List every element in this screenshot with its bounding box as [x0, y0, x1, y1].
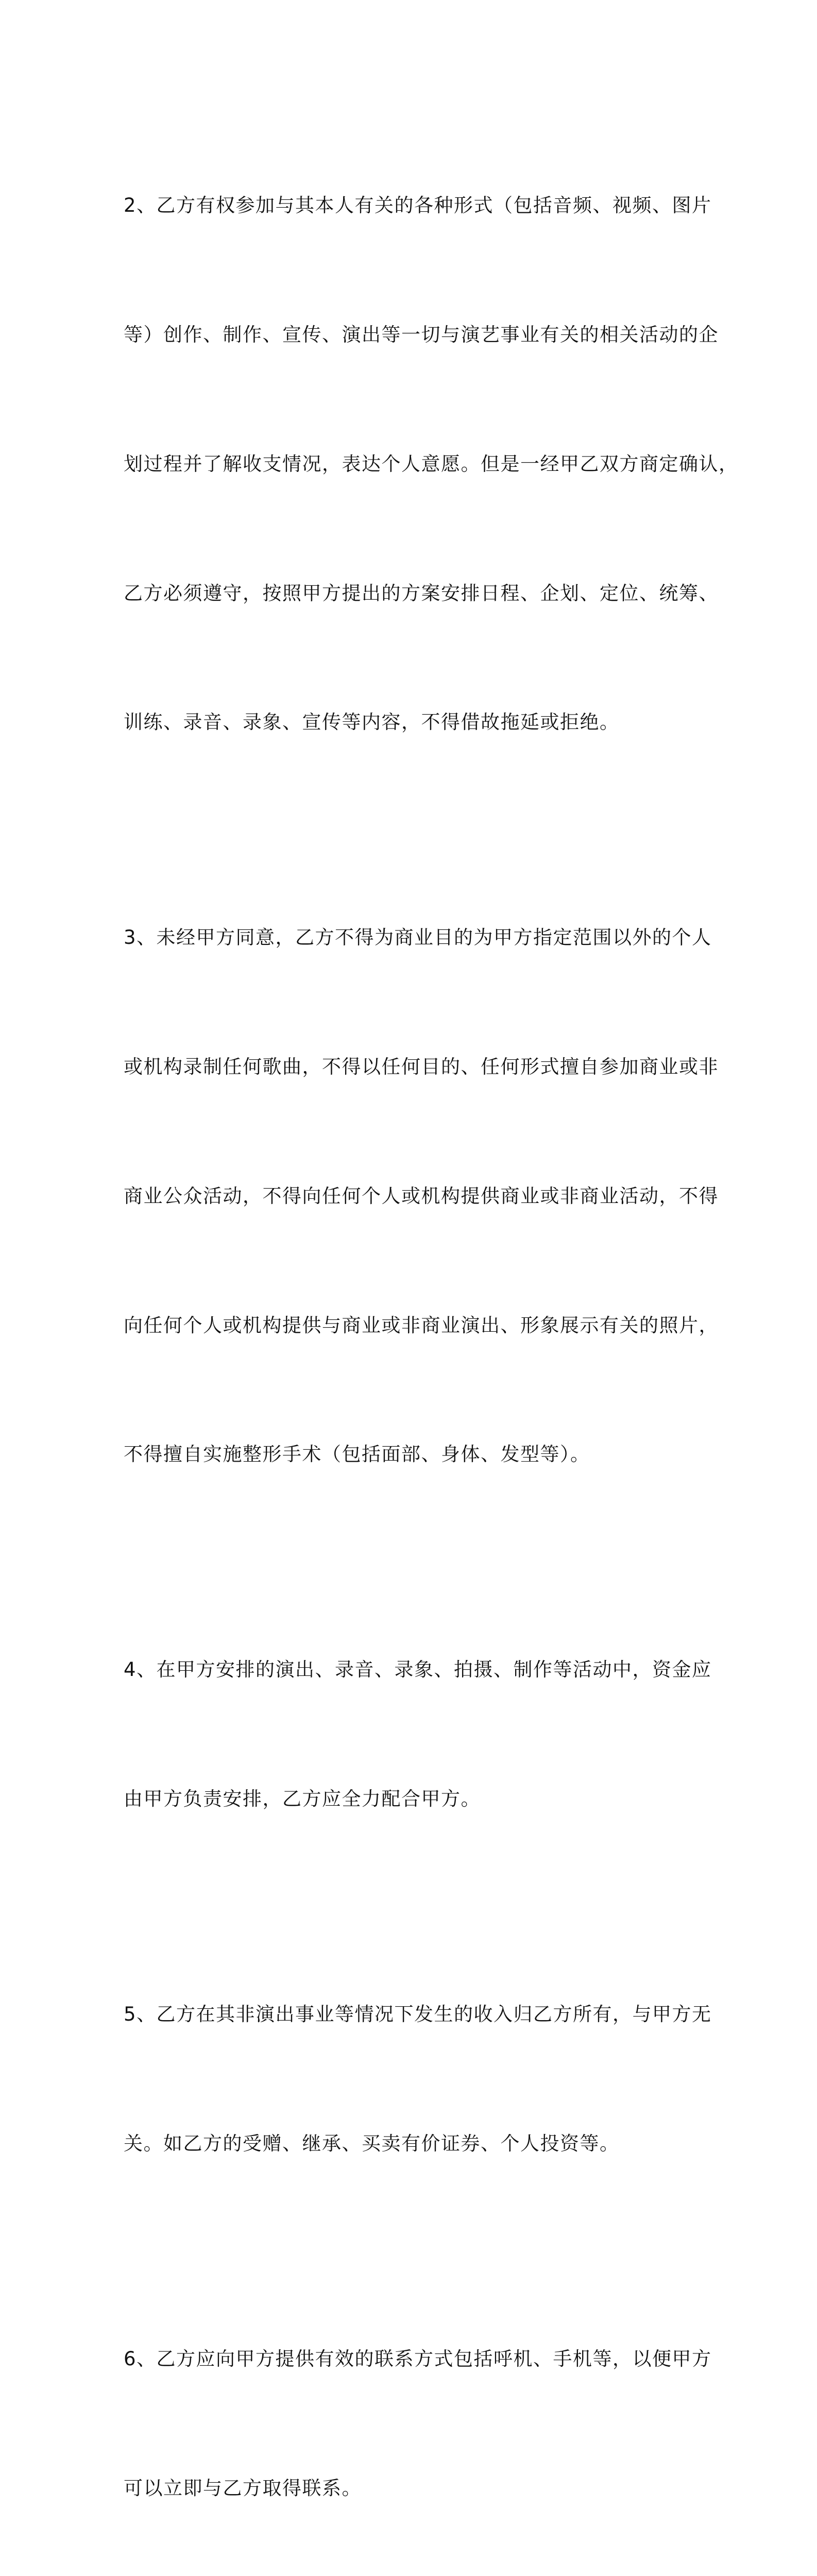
- clause-line: 不得擅自实施整形手术（包括面部、身体、发型等）。: [124, 1443, 590, 1466]
- contract-clauses: [124, 98, 739, 2576]
- clause-line: 等）创作、制作、宣传、演出等一切与演艺事业有关的相关活动的企: [124, 323, 719, 346]
- clause-line: 3、未经甲方同意，乙方不得为商业目的为甲方指定范围以外的个人: [124, 926, 712, 949]
- clause-line: 6、乙方应向甲方提供有效的联系方式包括呼机、手机等，以便甲方: [124, 2347, 712, 2370]
- clause-line: 训练、录音、录象、宣传等内容，不得借故拖延或拒绝。: [124, 711, 620, 734]
- clause-3: [124, 830, 719, 1562]
- clause-line: 4、在甲方安排的演出、录音、录象、拍摄、制作等活动中，资金应: [124, 1658, 712, 1681]
- clause-line: 可以立即与乙方取得联系。: [124, 2477, 362, 2499]
- clause-6: [124, 2251, 712, 2576]
- clause-line: 商业公众活动，不得向任何个人或机构提供商业或非商业活动，不得: [124, 1184, 719, 1207]
- clause-2: [124, 98, 739, 830]
- clause-line: 乙方必须遵守，按照甲方提出的方案安排日程、企划、定位、统筹、: [124, 582, 719, 604]
- clause-line: 2、乙方有权参加与其本人有关的各种形式（包括音频、视频、图片: [124, 194, 712, 217]
- clause-4: [124, 1562, 712, 1907]
- clause-5: [124, 1907, 712, 2251]
- clause-line: 5、乙方在其非演出事业等情况下发生的收入归乙方所有，与甲方无: [124, 2003, 712, 2026]
- clause-line: 或机构录制任何歌曲，不得以任何目的、任何形式擅自参加商业或非: [124, 1056, 719, 1078]
- clause-line: 划过程并了解收支情况，表达个人意愿。但是一经甲乙双方商定确认，: [124, 452, 739, 475]
- clause-line: 由甲方负责安排，乙方应全力配合甲方。: [124, 1788, 481, 1810]
- clause-line: 向任何个人或机构提供与商业或非商业演出、形象展示有关的照片，: [124, 1314, 719, 1336]
- clause-line: 关。如乙方的受赠、继承、买卖有价证券、个人投资等。: [124, 2132, 620, 2155]
